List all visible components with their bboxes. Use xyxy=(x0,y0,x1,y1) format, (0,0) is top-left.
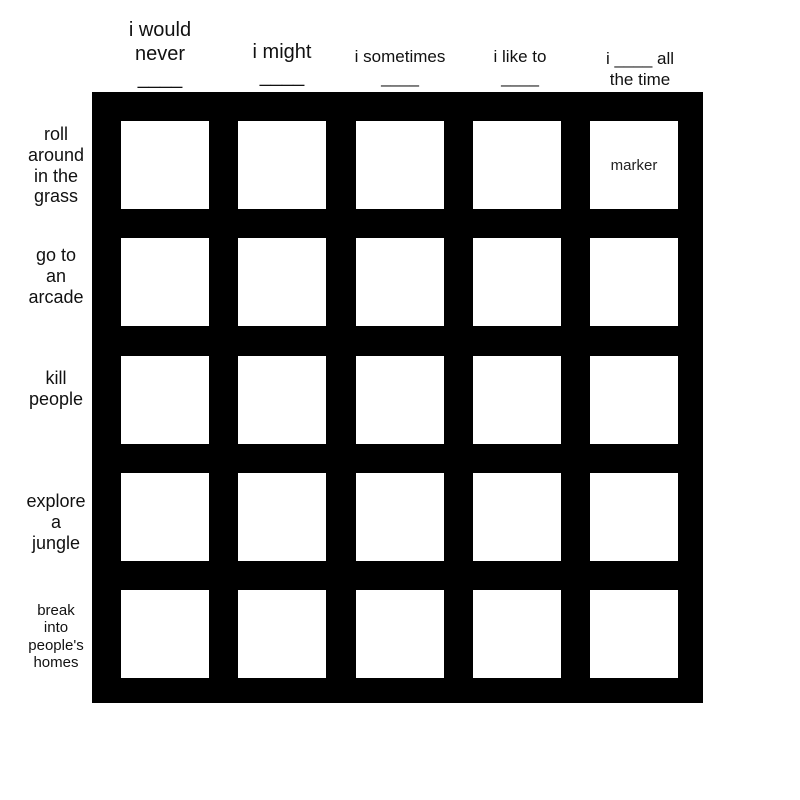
grid-cell[interactable] xyxy=(238,473,326,561)
column-header-label: i like to ____ xyxy=(493,47,547,87)
grid-cell[interactable] xyxy=(356,590,444,678)
column-header-label: i ____ all the time xyxy=(605,49,675,89)
grid-cell[interactable] xyxy=(473,473,561,561)
grid-cell[interactable] xyxy=(121,356,209,444)
grid-cell[interactable] xyxy=(121,590,209,678)
row-label-text: kill people xyxy=(28,367,84,409)
grid-cell[interactable] xyxy=(473,238,561,326)
row-label-text: go to an arcade xyxy=(28,245,84,307)
grid-cell[interactable] xyxy=(238,590,326,678)
grid-cell[interactable] xyxy=(121,121,209,209)
grid-cell[interactable] xyxy=(356,473,444,561)
column-header-might xyxy=(222,0,342,92)
column-header-label: i might ____ xyxy=(252,41,312,87)
column-header-sometimes xyxy=(340,0,460,92)
grid-cell[interactable] xyxy=(356,121,444,209)
grid-cell[interactable] xyxy=(590,473,678,561)
grid-cell[interactable] xyxy=(473,356,561,444)
alignment-board xyxy=(92,92,703,703)
column-header-would-never xyxy=(100,0,220,92)
column-header-like-to xyxy=(460,0,580,92)
row-label-text: explore a jungle xyxy=(26,491,86,553)
row-label-text: break into people's homes xyxy=(28,602,84,671)
grid-cell[interactable] xyxy=(473,121,561,209)
grid-cell[interactable] xyxy=(590,590,678,678)
grid-cell[interactable] xyxy=(590,356,678,444)
grid-cell[interactable] xyxy=(238,121,326,209)
grid-cell[interactable] xyxy=(590,238,678,326)
grid-cell[interactable] xyxy=(473,590,561,678)
row-label-text: roll around in the grass xyxy=(27,124,85,207)
grid-cell[interactable] xyxy=(121,238,209,326)
column-header-label: i would never ____ xyxy=(128,19,192,89)
column-header-label: i sometimes ____ xyxy=(354,47,446,87)
column-header-all-the-time xyxy=(580,0,700,92)
grid-cell[interactable] xyxy=(121,473,209,561)
grid-cell[interactable] xyxy=(238,356,326,444)
grid-cell[interactable] xyxy=(356,356,444,444)
grid-cell-marker[interactable]: marker xyxy=(590,121,678,209)
grid-cell[interactable] xyxy=(356,238,444,326)
grid-cell[interactable] xyxy=(238,238,326,326)
